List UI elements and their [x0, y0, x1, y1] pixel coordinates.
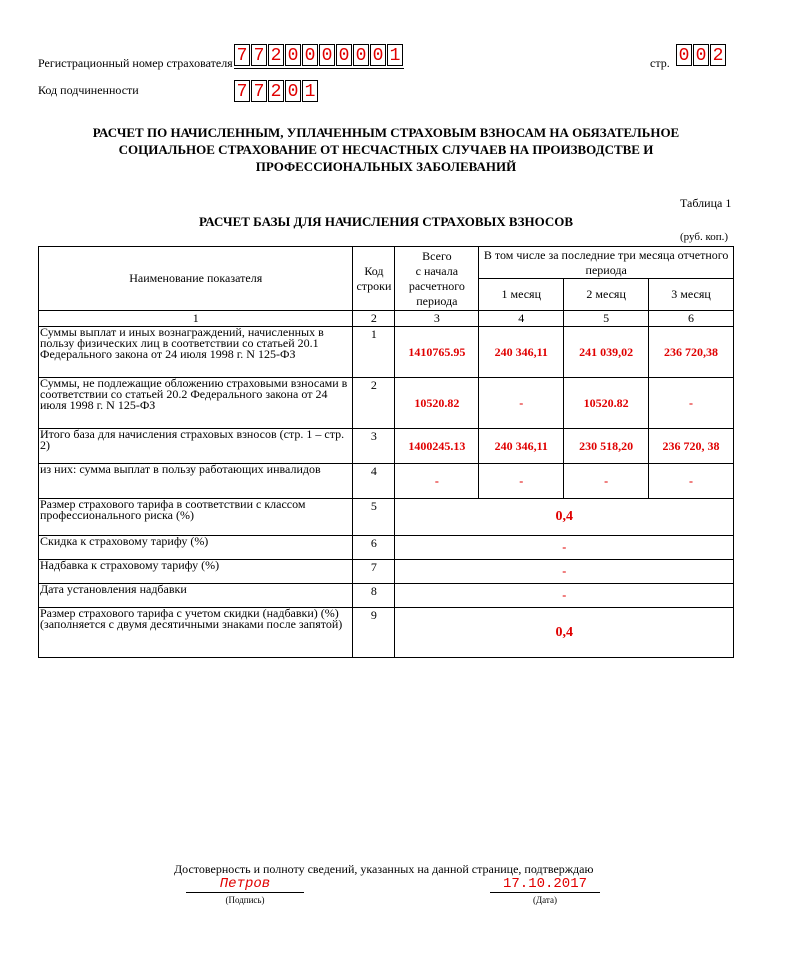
row-label: Надбавка к страховому тарифу (%): [39, 560, 353, 584]
col-index: 3: [395, 311, 479, 327]
row-code: 9: [353, 608, 395, 658]
row-label: Размер страхового тарифа с учетом скидки (надбавки) (%) (заполняется с двумя десятичными знаками после запятой): [39, 608, 353, 658]
reg-number-label: Регистрационный номер страхователя: [38, 56, 233, 70]
header-last-three-months: В том числе за последние три месяца отчетного периода: [479, 247, 734, 279]
date-field[interactable]: 17.10.2017: [490, 876, 600, 893]
row-label: Дата установления надбавки: [39, 584, 353, 608]
signature-caption: (Подпись): [225, 895, 265, 905]
month-1-value[interactable]: 240 346,11: [479, 327, 564, 378]
table-row: [39, 584, 734, 608]
col-index: 1: [39, 311, 353, 327]
month-2-value[interactable]: 10520.82: [564, 378, 649, 429]
header-month-3: 3 месяц: [649, 279, 734, 311]
digit-cell[interactable]: 0: [302, 44, 318, 66]
digit-cell[interactable]: 0: [676, 44, 692, 66]
table-row: [39, 499, 734, 536]
digit-cell[interactable]: 1: [387, 44, 403, 66]
units-label: (руб. коп.): [680, 231, 729, 243]
month-1-value[interactable]: -: [479, 378, 564, 429]
table-row: [39, 560, 734, 584]
total-value[interactable]: 1410765.95: [395, 327, 479, 378]
date-caption: (Дата): [533, 895, 557, 905]
digit-cell[interactable]: 7: [251, 80, 267, 102]
page-number-field[interactable]: [676, 44, 727, 66]
month-1-value[interactable]: 240 346,11: [479, 429, 564, 464]
table-number: Таблица 1: [680, 196, 732, 210]
table-row: [39, 464, 734, 499]
row-code: 2: [353, 378, 395, 429]
table-row: [39, 378, 734, 429]
col-index: 5: [564, 311, 649, 327]
digit-cell[interactable]: 0: [285, 44, 301, 66]
col-index: 2: [353, 311, 395, 327]
row-code: 6: [353, 536, 395, 560]
surcharge-value[interactable]: -: [395, 560, 734, 584]
header-total: Всего с начала расчетного периода: [395, 247, 479, 311]
header-row-code: Код строки: [353, 247, 395, 311]
row-label: из них: сумма выплат в пользу работающих инвалидов: [39, 464, 353, 499]
month-2-value[interactable]: 241 039,02: [564, 327, 649, 378]
digit-cell[interactable]: 2: [710, 44, 726, 66]
digit-cell[interactable]: 2: [268, 80, 284, 102]
header-month-1: 1 месяц: [479, 279, 564, 311]
row-code: 1: [353, 327, 395, 378]
digit-cell[interactable]: 0: [285, 80, 301, 102]
row-code: 3: [353, 429, 395, 464]
table-row: [39, 536, 734, 560]
col-index: 4: [479, 311, 564, 327]
month-2-value[interactable]: -: [564, 464, 649, 499]
subordination-code-label: Код подчиненности: [38, 83, 139, 97]
month-3-value[interactable]: -: [649, 378, 734, 429]
digit-cell[interactable]: 7: [251, 44, 267, 66]
digit-cell[interactable]: 7: [234, 80, 250, 102]
month-3-value[interactable]: 236 720,38: [649, 327, 734, 378]
row-code: 4: [353, 464, 395, 499]
row-code: 7: [353, 560, 395, 584]
tariff-value[interactable]: 0,4: [395, 499, 734, 536]
row-code: 8: [353, 584, 395, 608]
header-indicator-name: Наименование показателя: [39, 247, 353, 311]
surcharge-date-value[interactable]: -: [395, 584, 734, 608]
digit-cell[interactable]: 0: [319, 44, 335, 66]
digit-cell[interactable]: 0: [693, 44, 709, 66]
total-value[interactable]: -: [395, 464, 479, 499]
document-title: РАСЧЕТ ПО НАЧИСЛЕННЫМ, УПЛАЧЕННЫМ СТРАХОВЫМ ВЗНОСАМ НА ОБЯЗАТЕЛЬНОЕ СОЦИАЛЬНОЕ СТРАХОВАНИЕ ОТ НЕСЧАСТНЫХ СЛУЧАЕВ НА ПРОИЗВОДСТВЕ И ПРОФЕССИОНАЛЬНЫХ ЗАБОЛЕВАНИЙ: [92, 125, 680, 174]
header-month-2: 2 месяц: [564, 279, 649, 311]
signature-field[interactable]: Петров: [186, 876, 304, 893]
final-tariff-value[interactable]: 0,4: [395, 608, 734, 658]
row-label: Размер страхового тарифа в соответствии с классом профессионального риска (%): [39, 499, 353, 536]
digit-cell[interactable]: 1: [302, 80, 318, 102]
row-label: Суммы выплат и иных вознаграждений, начисленных в пользу физических лиц в соответствии со статьей 20.1 Федерального закона от 24 июля 1998 г. N 125-ФЗ: [39, 327, 353, 378]
digit-cell[interactable]: 2: [268, 44, 284, 66]
total-value[interactable]: 10520.82: [395, 378, 479, 429]
month-1-value[interactable]: -: [479, 464, 564, 499]
month-3-value[interactable]: 236 720, 38: [649, 429, 734, 464]
table-row: [39, 608, 734, 658]
digit-cell[interactable]: 0: [353, 44, 369, 66]
month-3-value[interactable]: -: [649, 464, 734, 499]
col-index: 6: [649, 311, 734, 327]
row-label: Итого база для начисления страховых взносов (стр. 1 – стр. 2): [39, 429, 353, 464]
row-code: 5: [353, 499, 395, 536]
total-value[interactable]: 1400245.13: [395, 429, 479, 464]
table-row: [39, 327, 734, 378]
subordination-code-field[interactable]: [234, 80, 319, 102]
digit-cell[interactable]: 0: [370, 44, 386, 66]
confirmation-text: Достоверность и полноту сведений, указанных на данной странице, подтверждаю: [174, 862, 594, 876]
base-calculation-table: [38, 246, 734, 658]
month-2-value[interactable]: 230 518,20: [564, 429, 649, 464]
digit-cell[interactable]: 7: [234, 44, 250, 66]
digit-cell[interactable]: 0: [336, 44, 352, 66]
table-title: РАСЧЕТ БАЗЫ ДЛЯ НАЧИСЛЕНИЯ СТРАХОВЫХ ВЗНОСОВ: [198, 214, 574, 229]
reg-number-field[interactable]: [234, 44, 404, 69]
discount-value[interactable]: -: [395, 536, 734, 560]
row-label: Скидка к страховому тарифу (%): [39, 536, 353, 560]
page-label: стр.: [650, 56, 670, 70]
row-label: Суммы, не подлежащие обложению страховыми взносами в соответствии со статьей 20.2 Федерального закона от 24 июля 1998 г. N 125-ФЗ: [39, 378, 353, 429]
table-row: [39, 429, 734, 464]
